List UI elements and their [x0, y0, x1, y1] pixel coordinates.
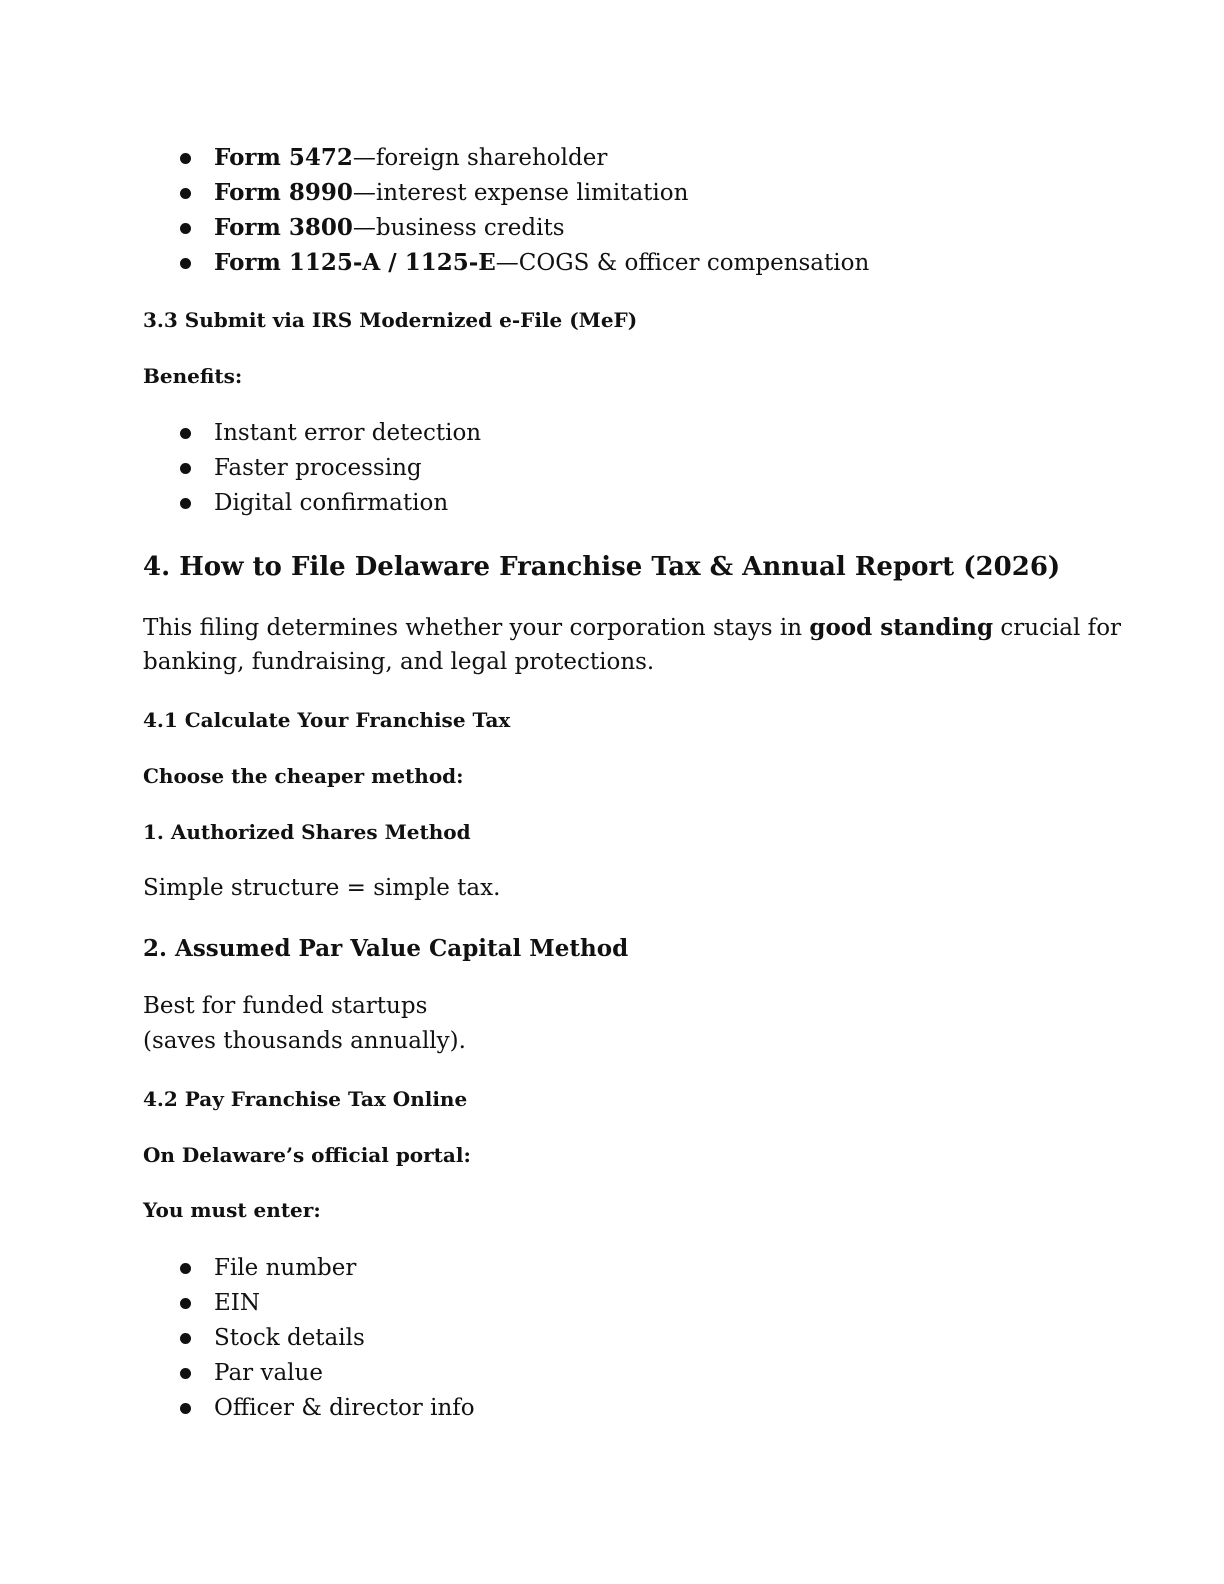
choose-method-label: Choose the cheaper method: [143, 764, 464, 788]
section-4-1-heading: 4.1 Calculate Your Franchise Tax [143, 708, 511, 732]
section-4-intro-line-2: banking, fundraising, and legal protections. [143, 649, 655, 675]
list-item [0, 246, 1000, 280]
list-item-text: Instant error detection [214, 420, 482, 446]
list-item-text: EIN [214, 1290, 260, 1316]
list-item [0, 1251, 1000, 1285]
list-item-text: Form 5472—foreign shareholder [214, 144, 608, 171]
list-item [0, 451, 1000, 485]
list-item-text: File number [214, 1255, 357, 1281]
list-item [0, 1356, 1000, 1390]
list-item-text: Form 3800—business credits [214, 214, 565, 241]
bullet-icon [180, 1263, 191, 1274]
bullet-icon [180, 258, 191, 269]
list-item [0, 1321, 1000, 1355]
list-item-text: Officer & director info [214, 1395, 475, 1421]
list-item-text: Digital confirmation [214, 490, 449, 516]
method-2-heading: 2. Assumed Par Value Capital Method [143, 935, 629, 962]
bullet-icon [180, 1403, 191, 1414]
section-3-3-heading: 3.3 Submit via IRS Modernized e-File (MeF) [143, 308, 638, 332]
list-item [0, 211, 1000, 245]
list-item-text: Par value [214, 1360, 323, 1386]
section-4-heading: 4. How to File Delaware Franchise Tax & Annual Report (2026) [143, 552, 1061, 582]
list-item [0, 1286, 1000, 1320]
good-standing-emphasis: good standing [809, 614, 994, 641]
list-item-text: Faster processing [214, 455, 422, 481]
bullet-icon [180, 1333, 191, 1344]
section-4-intro-line-1: This filing determines whether your corporation stays in good standing crucial for [143, 614, 1122, 641]
bullet-icon [180, 428, 191, 439]
bullet-icon [180, 1298, 191, 1309]
bullet-icon [180, 1368, 191, 1379]
list-item-text: Stock details [214, 1325, 365, 1351]
method-2-line-2: (saves thousands annually). [143, 1028, 466, 1054]
benefits-label: Benefits: [143, 364, 243, 388]
portal-label: On Delaware’s official portal: [143, 1143, 471, 1167]
method-1-heading: 1. Authorized Shares Method [143, 820, 471, 844]
method-1-text: Simple structure = simple tax. [143, 875, 501, 901]
bullet-icon [180, 463, 191, 474]
bullet-icon [180, 223, 191, 234]
list-item [0, 416, 1000, 450]
list-item [0, 141, 1000, 175]
list-item [0, 486, 1000, 520]
must-enter-label: You must enter: [143, 1198, 321, 1222]
method-2-line-1: Best for funded startups [143, 993, 428, 1019]
bullet-icon [180, 188, 191, 199]
list-item [0, 176, 1000, 210]
bullet-icon [180, 153, 191, 164]
section-4-2-heading: 4.2 Pay Franchise Tax Online [143, 1087, 468, 1111]
list-item-text: Form 1125-A / 1125-E—COGS & officer compensation [214, 249, 870, 276]
list-item-text: Form 8990—interest expense limitation [214, 179, 689, 206]
list-item [0, 1391, 1000, 1425]
bullet-icon [180, 498, 191, 509]
